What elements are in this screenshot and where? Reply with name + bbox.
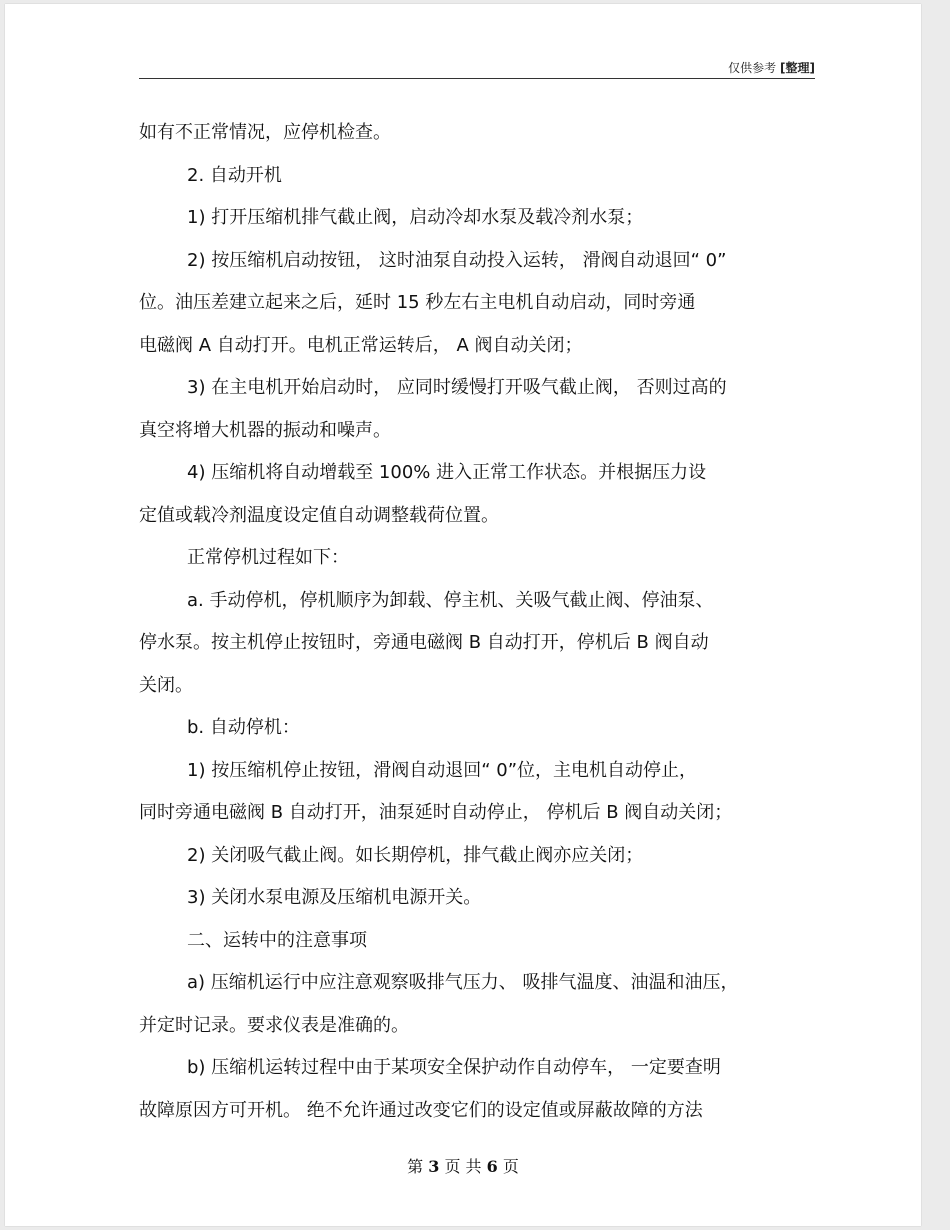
page-header bbox=[139, 58, 815, 79]
text-line: 2) 关闭吸气截止阀。如长期停机，排气截止阀亦应关闭； bbox=[187, 844, 644, 866]
text-line: a. 手动停机，停机顺序为卸载、停主机、关吸气截止阀、停油泵、 bbox=[187, 589, 714, 611]
text-line: 停水泵。按主机停止按钮时，旁通电磁阀 B 自动打开，停机后 B 阀自动 bbox=[139, 632, 709, 653]
footer-mid: 页 共 bbox=[444, 1157, 482, 1176]
text-line: b. 自动停机： bbox=[187, 717, 300, 738]
text-line: b) 压缩机运转过程中由于某项安全保护动作自动停车， 一定要查明 bbox=[187, 1057, 721, 1078]
text-line: 2) 按压缩机启动按钮， 这时油泵自动投入运转， 滑阀自动退回“ 0” bbox=[187, 249, 727, 271]
text-line: 电磁阀 A 自动打开。电机正常运转后， A 阀自动关闭； bbox=[139, 334, 583, 356]
footer-prefix: 第 bbox=[407, 1157, 424, 1176]
page-footer bbox=[5, 1154, 921, 1177]
text-line: 并定时记录。要求仪表是准确的。 bbox=[139, 1014, 409, 1036]
text-line: 1) 按压缩机停止按钮，滑阀自动退回“ 0”位，主电机自动停止， bbox=[187, 759, 698, 781]
text-line: 3) 关闭水泵电源及压缩机电源开关。 bbox=[187, 887, 482, 908]
text-line: a) 压缩机运行中应注意观察吸排气压力、 吸排气温度、油温和油压， bbox=[187, 972, 739, 993]
text-line: 如有不正常情况，应停机检查。 bbox=[139, 122, 391, 143]
header-note: 仅供参考 bbox=[728, 61, 777, 75]
text-line: 正常停机过程如下： bbox=[187, 547, 349, 568]
text-line: 真空将增大机器的振动和噪声。 bbox=[139, 419, 391, 441]
total-page-count: 6 bbox=[486, 1157, 498, 1176]
text-line: 故障原因方可开机。 绝不允许通过改变它们的设定值或屏蔽故障的方法 bbox=[139, 1099, 703, 1121]
text-line: 2. 自动开机 bbox=[187, 164, 282, 186]
body-text bbox=[139, 112, 819, 1132]
text-line: 4) 压缩机将自动增载至 100% 进入正常工作状态。并根据压力设 bbox=[187, 462, 707, 483]
text-line: 1) 打开压缩机排气截止阀，启动冷却水泵及载冷剂水泵； bbox=[187, 207, 644, 228]
text-line: 同时旁通电磁阀 B 自动打开，油泵延时自动停止， 停机后 B 阀自动关闭； bbox=[139, 802, 733, 823]
footer-suffix: 页 bbox=[502, 1157, 519, 1176]
header-tag: [整理] bbox=[780, 61, 815, 75]
text-line: 3) 在主电机开始启动时， 应同时缓慢打开吸气截止阀， 否则过高的 bbox=[187, 377, 727, 398]
document-page bbox=[5, 4, 921, 1226]
text-line: 二、运转中的注意事项 bbox=[187, 929, 367, 951]
current-page-number: 3 bbox=[428, 1157, 440, 1176]
text-line: 定值或载冷剂温度设定值自动调整载荷位置。 bbox=[139, 504, 499, 526]
text-line: 位。油压差建立起来之后，延时 15 秒左右主电机自动启动，同时旁通 bbox=[139, 292, 696, 313]
text-line: 关闭。 bbox=[139, 674, 193, 696]
